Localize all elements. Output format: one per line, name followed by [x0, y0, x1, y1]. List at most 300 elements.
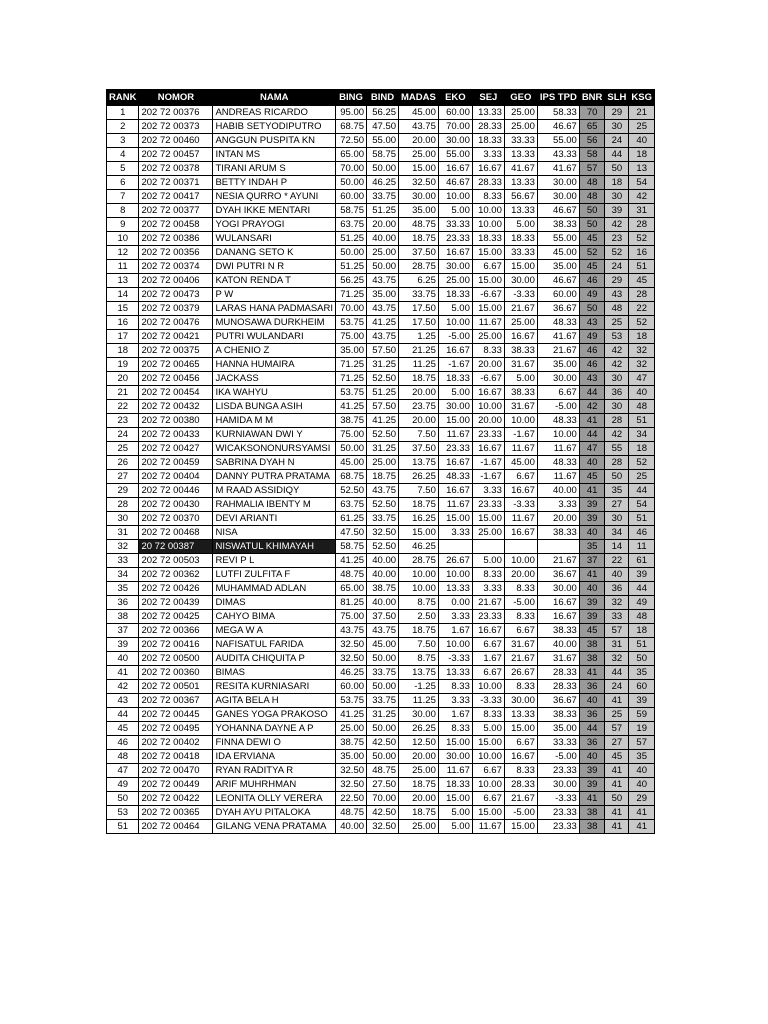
cell-bnr[interactable]: 40 [579, 526, 605, 540]
cell-bing[interactable]: 46.25 [336, 666, 367, 680]
cell-rank[interactable]: 34 [107, 568, 139, 582]
cell-ksg[interactable]: 11 [629, 540, 655, 554]
cell-bing[interactable]: 50.00 [336, 246, 367, 260]
cell-nomor[interactable]: 202 72 00500 [139, 652, 213, 666]
col-header-geo[interactable]: GEO [504, 90, 537, 106]
cell-bnr[interactable]: 57 [579, 162, 605, 176]
cell-bing[interactable]: 48.75 [336, 568, 367, 582]
cell-geo[interactable]: 33.33 [504, 134, 537, 148]
cell-slh[interactable]: 29 [605, 106, 629, 120]
cell-ksg[interactable]: 52 [629, 316, 655, 330]
cell-eko[interactable]: 5.00 [438, 204, 472, 218]
cell-ips-tpd[interactable]: 38.33 [537, 708, 579, 722]
cell-geo[interactable]: -5.00 [504, 596, 537, 610]
cell-bing[interactable]: 32.50 [336, 638, 367, 652]
cell-eko[interactable]: 18.33 [438, 288, 472, 302]
cell-bind[interactable]: 70.00 [367, 792, 399, 806]
table-row[interactable] [107, 540, 655, 554]
cell-rank[interactable]: 44 [107, 708, 139, 722]
cell-bing[interactable]: 75.00 [336, 610, 367, 624]
cell-madas[interactable]: 23.75 [399, 400, 439, 414]
cell-nomor[interactable]: 202 72 00379 [139, 302, 213, 316]
cell-slh[interactable]: 24 [605, 134, 629, 148]
cell-nama[interactable]: MEGA W A [213, 624, 336, 638]
table-row[interactable] [107, 638, 655, 652]
cell-madas[interactable]: 18.75 [399, 624, 439, 638]
cell-rank[interactable]: 10 [107, 232, 139, 246]
cell-sej[interactable]: -3.33 [472, 694, 504, 708]
cell-rank[interactable]: 35 [107, 582, 139, 596]
cell-slh[interactable]: 41 [605, 764, 629, 778]
cell-bing[interactable]: 38.75 [336, 414, 367, 428]
cell-ksg[interactable]: 41 [629, 820, 655, 834]
cell-bing[interactable]: 53.75 [336, 316, 367, 330]
cell-sej[interactable]: 3.33 [472, 484, 504, 498]
cell-nama[interactable]: HABIB SETYODIPUTRO [213, 120, 336, 134]
cell-bind[interactable]: 32.50 [367, 820, 399, 834]
table-row[interactable] [107, 358, 655, 372]
cell-eko[interactable]: 18.33 [438, 778, 472, 792]
cell-nama[interactable]: BETTY INDAH P [213, 176, 336, 190]
cell-sej[interactable]: 25.00 [472, 330, 504, 344]
cell-bnr[interactable]: 39 [579, 498, 605, 512]
cell-ips-tpd[interactable]: 58.33 [537, 106, 579, 120]
cell-nomor[interactable]: 202 72 00464 [139, 820, 213, 834]
cell-madas[interactable]: 8.75 [399, 652, 439, 666]
cell-slh[interactable]: 42 [605, 358, 629, 372]
table-row[interactable] [107, 274, 655, 288]
cell-slh[interactable]: 30 [605, 372, 629, 386]
cell-geo[interactable]: 31.67 [504, 638, 537, 652]
cell-bing[interactable]: 68.75 [336, 470, 367, 484]
cell-ksg[interactable]: 18 [629, 330, 655, 344]
cell-ips-tpd[interactable]: 16.67 [537, 596, 579, 610]
cell-geo[interactable]: 26.67 [504, 666, 537, 680]
cell-ksg[interactable]: 18 [629, 624, 655, 638]
cell-geo[interactable]: 38.33 [504, 344, 537, 358]
cell-geo[interactable]: 8.33 [504, 680, 537, 694]
table-row[interactable] [107, 302, 655, 316]
cell-bnr[interactable]: 44 [579, 428, 605, 442]
cell-bind[interactable]: 38.75 [367, 582, 399, 596]
cell-rank[interactable]: 48 [107, 750, 139, 764]
cell-geo[interactable]: -3.33 [504, 498, 537, 512]
cell-slh[interactable]: 50 [605, 792, 629, 806]
cell-nama[interactable]: WICAKSONONURSYAMSI [213, 442, 336, 456]
cell-ksg[interactable]: 28 [629, 288, 655, 302]
table-row[interactable] [107, 792, 655, 806]
cell-nama[interactable]: KATON RENDA T [213, 274, 336, 288]
cell-eko[interactable]: 1.67 [438, 708, 472, 722]
cell-eko[interactable] [438, 540, 472, 554]
cell-sej[interactable]: 28.33 [472, 120, 504, 134]
cell-bnr[interactable]: 46 [579, 344, 605, 358]
cell-geo[interactable]: 15.00 [504, 722, 537, 736]
cell-ips-tpd[interactable]: 23.33 [537, 764, 579, 778]
cell-bind[interactable]: 56.25 [367, 106, 399, 120]
table-row[interactable] [107, 764, 655, 778]
table-row[interactable] [107, 134, 655, 148]
cell-nomor[interactable]: 202 72 00465 [139, 358, 213, 372]
cell-bind[interactable]: 50.00 [367, 680, 399, 694]
cell-ips-tpd[interactable]: 21.67 [537, 554, 579, 568]
cell-ips-tpd[interactable]: 31.67 [537, 652, 579, 666]
cell-sej[interactable]: 10.00 [472, 218, 504, 232]
cell-sej[interactable]: 6.67 [472, 666, 504, 680]
cell-nama[interactable]: CAHYO BIMA [213, 610, 336, 624]
cell-madas[interactable]: 48.75 [399, 218, 439, 232]
cell-bind[interactable]: 42.50 [367, 736, 399, 750]
col-header-sej[interactable]: SEJ [472, 90, 504, 106]
cell-nomor[interactable]: 202 72 00375 [139, 344, 213, 358]
cell-slh[interactable]: 39 [605, 204, 629, 218]
cell-rank[interactable]: 14 [107, 288, 139, 302]
cell-ips-tpd[interactable]: 35.00 [537, 358, 579, 372]
cell-bing[interactable]: 38.75 [336, 736, 367, 750]
cell-bnr[interactable]: 36 [579, 708, 605, 722]
cell-geo[interactable] [504, 540, 537, 554]
cell-bind[interactable]: 50.00 [367, 652, 399, 666]
cell-slh[interactable]: 45 [605, 750, 629, 764]
cell-bind[interactable]: 57.50 [367, 400, 399, 414]
cell-nama[interactable]: DYAH IKKE MENTARI [213, 204, 336, 218]
cell-geo[interactable]: -1.67 [504, 428, 537, 442]
cell-eko[interactable]: 0.00 [438, 596, 472, 610]
cell-bing[interactable]: 50.00 [336, 442, 367, 456]
cell-sej[interactable] [472, 540, 504, 554]
cell-nama[interactable]: NISWATUL KHIMAYAH [213, 540, 336, 554]
cell-ksg[interactable]: 54 [629, 498, 655, 512]
cell-ips-tpd[interactable]: 28.33 [537, 680, 579, 694]
cell-ips-tpd[interactable]: -5.00 [537, 400, 579, 414]
cell-bnr[interactable]: 39 [579, 778, 605, 792]
cell-ksg[interactable]: 35 [629, 750, 655, 764]
cell-sej[interactable]: 16.67 [472, 442, 504, 456]
cell-eko[interactable]: 3.33 [438, 526, 472, 540]
cell-eko[interactable]: 11.67 [438, 764, 472, 778]
cell-sej[interactable]: 10.00 [472, 204, 504, 218]
cell-bing[interactable]: 45.00 [336, 456, 367, 470]
cell-slh[interactable]: 44 [605, 148, 629, 162]
cell-madas[interactable]: 25.00 [399, 148, 439, 162]
cell-bing[interactable]: 50.00 [336, 176, 367, 190]
cell-slh[interactable]: 50 [605, 162, 629, 176]
cell-bind[interactable]: 52.50 [367, 372, 399, 386]
cell-bind[interactable]: 55.00 [367, 134, 399, 148]
cell-madas[interactable]: 35.00 [399, 204, 439, 218]
cell-ksg[interactable]: 51 [629, 260, 655, 274]
cell-geo[interactable]: 30.00 [504, 694, 537, 708]
col-header-rank[interactable]: RANK [107, 90, 139, 106]
cell-madas[interactable]: 30.00 [399, 708, 439, 722]
cell-rank[interactable]: 37 [107, 624, 139, 638]
table-row[interactable] [107, 680, 655, 694]
cell-ips-tpd[interactable]: 38.33 [537, 218, 579, 232]
cell-ksg[interactable]: 41 [629, 806, 655, 820]
table-row[interactable] [107, 554, 655, 568]
table-row[interactable] [107, 260, 655, 274]
cell-bnr[interactable]: 50 [579, 204, 605, 218]
cell-madas[interactable]: 17.50 [399, 316, 439, 330]
cell-ksg[interactable]: 25 [629, 470, 655, 484]
cell-rank[interactable]: 47 [107, 764, 139, 778]
cell-eko[interactable]: 30.00 [438, 134, 472, 148]
cell-sej[interactable]: 20.00 [472, 414, 504, 428]
cell-madas[interactable]: 18.75 [399, 498, 439, 512]
table-row[interactable] [107, 218, 655, 232]
cell-nomor[interactable]: 202 72 00470 [139, 764, 213, 778]
cell-sej[interactable]: 13.33 [472, 106, 504, 120]
cell-ksg[interactable]: 45 [629, 274, 655, 288]
cell-nomor[interactable]: 202 72 00406 [139, 274, 213, 288]
table-row[interactable] [107, 582, 655, 596]
table-row[interactable] [107, 106, 655, 120]
cell-ips-tpd[interactable]: 36.67 [537, 694, 579, 708]
cell-slh[interactable]: 50 [605, 470, 629, 484]
cell-madas[interactable]: 32.50 [399, 176, 439, 190]
table-row[interactable] [107, 596, 655, 610]
cell-geo[interactable]: 13.33 [504, 204, 537, 218]
cell-bnr[interactable]: 37 [579, 554, 605, 568]
cell-bind[interactable]: 20.00 [367, 218, 399, 232]
table-row[interactable] [107, 694, 655, 708]
cell-ksg[interactable]: 57 [629, 736, 655, 750]
cell-nomor[interactable]: 202 72 00503 [139, 554, 213, 568]
cell-geo[interactable]: 25.00 [504, 120, 537, 134]
cell-nama[interactable]: YOHANNA DAYNE A P [213, 722, 336, 736]
cell-rank[interactable]: 50 [107, 792, 139, 806]
cell-nama[interactable]: ANGGUN PUSPITA KN [213, 134, 336, 148]
cell-bind[interactable]: 33.75 [367, 512, 399, 526]
cell-geo[interactable]: 18.33 [504, 232, 537, 246]
cell-nomor[interactable]: 202 72 00374 [139, 260, 213, 274]
cell-bind[interactable]: 32.50 [367, 526, 399, 540]
cell-rank[interactable]: 3 [107, 134, 139, 148]
table-row[interactable] [107, 414, 655, 428]
cell-bnr[interactable]: 50 [579, 218, 605, 232]
cell-bnr[interactable]: 40 [579, 582, 605, 596]
cell-nomor[interactable]: 202 72 00386 [139, 232, 213, 246]
cell-sej[interactable]: 10.00 [472, 400, 504, 414]
cell-bnr[interactable]: 40 [579, 750, 605, 764]
cell-bnr[interactable]: 56 [579, 134, 605, 148]
cell-sej[interactable]: 8.33 [472, 708, 504, 722]
cell-ips-tpd[interactable]: 16.67 [537, 610, 579, 624]
cell-bing[interactable]: 53.75 [336, 386, 367, 400]
cell-bnr[interactable]: 41 [579, 666, 605, 680]
cell-sej[interactable]: 3.33 [472, 582, 504, 596]
cell-bnr[interactable]: 43 [579, 372, 605, 386]
col-header-eko[interactable]: EKO [438, 90, 472, 106]
cell-bing[interactable]: 71.25 [336, 288, 367, 302]
cell-eko[interactable]: 70.00 [438, 120, 472, 134]
cell-bing[interactable]: 75.00 [336, 330, 367, 344]
table-row[interactable] [107, 722, 655, 736]
cell-nomor[interactable]: 202 72 00426 [139, 582, 213, 596]
cell-sej[interactable]: 18.33 [472, 134, 504, 148]
cell-bing[interactable]: 63.75 [336, 218, 367, 232]
cell-ips-tpd[interactable]: 35.00 [537, 722, 579, 736]
cell-nomor[interactable]: 202 72 00432 [139, 400, 213, 414]
cell-geo[interactable]: 8.33 [504, 582, 537, 596]
cell-sej[interactable]: 5.00 [472, 722, 504, 736]
cell-eko[interactable]: -1.67 [438, 358, 472, 372]
cell-bnr[interactable]: 46 [579, 274, 605, 288]
cell-bing[interactable]: 56.25 [336, 274, 367, 288]
cell-madas[interactable]: 28.75 [399, 260, 439, 274]
cell-slh[interactable]: 55 [605, 442, 629, 456]
cell-ips-tpd[interactable]: 30.00 [537, 190, 579, 204]
table-row[interactable] [107, 232, 655, 246]
cell-slh[interactable]: 30 [605, 120, 629, 134]
cell-ksg[interactable]: 51 [629, 414, 655, 428]
cell-eko[interactable]: 5.00 [438, 806, 472, 820]
cell-ksg[interactable]: 48 [629, 400, 655, 414]
cell-bing[interactable]: 75.00 [336, 428, 367, 442]
cell-madas[interactable]: 7.50 [399, 428, 439, 442]
cell-nama[interactable]: JACKASS [213, 372, 336, 386]
cell-nomor[interactable]: 202 72 00362 [139, 568, 213, 582]
cell-madas[interactable]: 21.25 [399, 344, 439, 358]
cell-slh[interactable]: 27 [605, 498, 629, 512]
cell-eko[interactable]: 16.67 [438, 484, 472, 498]
cell-rank[interactable]: 29 [107, 484, 139, 498]
table-row[interactable] [107, 820, 655, 834]
cell-slh[interactable]: 44 [605, 666, 629, 680]
cell-bnr[interactable]: 36 [579, 736, 605, 750]
cell-madas[interactable]: 11.25 [399, 358, 439, 372]
cell-bnr[interactable]: 52 [579, 246, 605, 260]
cell-bnr[interactable]: 44 [579, 386, 605, 400]
cell-bing[interactable]: 63.75 [336, 498, 367, 512]
cell-ips-tpd[interactable]: 48.33 [537, 316, 579, 330]
cell-ksg[interactable]: 40 [629, 778, 655, 792]
cell-rank[interactable]: 33 [107, 554, 139, 568]
cell-geo[interactable]: 21.67 [504, 652, 537, 666]
cell-ips-tpd[interactable]: 48.33 [537, 456, 579, 470]
cell-bing[interactable]: 68.75 [336, 120, 367, 134]
cell-madas[interactable]: 28.75 [399, 554, 439, 568]
cell-ksg[interactable]: 54 [629, 176, 655, 190]
cell-bnr[interactable]: 46 [579, 358, 605, 372]
cell-bing[interactable]: 72.50 [336, 134, 367, 148]
cell-rank[interactable]: 45 [107, 722, 139, 736]
cell-slh[interactable]: 34 [605, 526, 629, 540]
cell-slh[interactable]: 41 [605, 806, 629, 820]
table-row[interactable] [107, 652, 655, 666]
cell-eko[interactable]: 26.67 [438, 554, 472, 568]
cell-slh[interactable]: 48 [605, 302, 629, 316]
cell-eko[interactable]: 10.00 [438, 568, 472, 582]
cell-nama[interactable]: P W [213, 288, 336, 302]
cell-slh[interactable]: 53 [605, 330, 629, 344]
col-header-bnr[interactable]: BNR [579, 90, 605, 106]
cell-nomor[interactable]: 202 72 00373 [139, 120, 213, 134]
cell-nama[interactable]: ANDREAS RICARDO [213, 106, 336, 120]
cell-bind[interactable]: 47.50 [367, 120, 399, 134]
cell-ips-tpd[interactable]: 60.00 [537, 288, 579, 302]
cell-eko[interactable]: 15.00 [438, 736, 472, 750]
cell-nomor[interactable]: 202 72 00416 [139, 638, 213, 652]
cell-eko[interactable]: 1.67 [438, 624, 472, 638]
cell-madas[interactable]: 30.00 [399, 190, 439, 204]
cell-bind[interactable]: 51.25 [367, 386, 399, 400]
cell-madas[interactable]: 25.00 [399, 764, 439, 778]
cell-madas[interactable]: 20.00 [399, 386, 439, 400]
cell-rank[interactable]: 16 [107, 316, 139, 330]
cell-bind[interactable]: 52.50 [367, 540, 399, 554]
cell-madas[interactable]: 18.75 [399, 372, 439, 386]
cell-bing[interactable]: 65.00 [336, 582, 367, 596]
cell-sej[interactable]: 16.67 [472, 624, 504, 638]
cell-eko[interactable]: 46.67 [438, 176, 472, 190]
cell-ips-tpd[interactable]: 36.67 [537, 302, 579, 316]
cell-bnr[interactable]: 45 [579, 470, 605, 484]
table-row[interactable] [107, 624, 655, 638]
cell-ksg[interactable]: 59 [629, 708, 655, 722]
cell-ips-tpd[interactable]: 40.00 [537, 484, 579, 498]
cell-eko[interactable]: 16.67 [438, 246, 472, 260]
cell-eko[interactable]: 23.33 [438, 442, 472, 456]
cell-madas[interactable]: 12.50 [399, 736, 439, 750]
cell-geo[interactable]: -5.00 [504, 806, 537, 820]
cell-ips-tpd[interactable]: 48.33 [537, 414, 579, 428]
cell-nomor[interactable]: 202 72 00366 [139, 624, 213, 638]
cell-eko[interactable]: 10.00 [438, 638, 472, 652]
cell-sej[interactable]: 1.67 [472, 652, 504, 666]
cell-bnr[interactable]: 43 [579, 316, 605, 330]
cell-madas[interactable]: 43.75 [399, 120, 439, 134]
cell-ksg[interactable]: 18 [629, 442, 655, 456]
cell-bing[interactable]: 71.25 [336, 358, 367, 372]
cell-nama[interactable]: ARIF MUHRHMAN [213, 778, 336, 792]
cell-geo[interactable]: 11.67 [504, 442, 537, 456]
cell-nomor[interactable]: 202 72 00356 [139, 246, 213, 260]
cell-sej[interactable]: 15.00 [472, 512, 504, 526]
cell-bing[interactable]: 71.25 [336, 372, 367, 386]
table-row[interactable] [107, 610, 655, 624]
cell-nomor[interactable]: 202 72 00449 [139, 778, 213, 792]
cell-geo[interactable]: 21.67 [504, 792, 537, 806]
cell-nomor[interactable]: 202 72 00460 [139, 134, 213, 148]
cell-geo[interactable]: 21.67 [504, 302, 537, 316]
cell-bind[interactable]: 31.25 [367, 442, 399, 456]
cell-nomor[interactable]: 202 72 00430 [139, 498, 213, 512]
cell-madas[interactable]: 20.00 [399, 750, 439, 764]
cell-bind[interactable]: 52.50 [367, 428, 399, 442]
cell-eko[interactable]: 10.00 [438, 190, 472, 204]
cell-ips-tpd[interactable]: 46.67 [537, 274, 579, 288]
cell-rank[interactable]: 42 [107, 680, 139, 694]
cell-bind[interactable]: 35.00 [367, 288, 399, 302]
cell-ksg[interactable]: 29 [629, 792, 655, 806]
cell-nomor[interactable]: 202 72 00418 [139, 750, 213, 764]
cell-ksg[interactable]: 50 [629, 652, 655, 666]
cell-geo[interactable]: 10.00 [504, 414, 537, 428]
cell-bnr[interactable]: 41 [579, 568, 605, 582]
cell-geo[interactable]: 41.67 [504, 162, 537, 176]
cell-bnr[interactable]: 47 [579, 442, 605, 456]
cell-nomor[interactable]: 202 72 00427 [139, 442, 213, 456]
cell-bing[interactable]: 32.50 [336, 764, 367, 778]
cell-eko[interactable]: 10.00 [438, 316, 472, 330]
cell-slh[interactable]: 23 [605, 232, 629, 246]
cell-bind[interactable]: 27.50 [367, 778, 399, 792]
cell-geo[interactable]: 6.67 [504, 624, 537, 638]
cell-eko[interactable]: 23.33 [438, 232, 472, 246]
cell-rank[interactable]: 6 [107, 176, 139, 190]
cell-slh[interactable]: 31 [605, 638, 629, 652]
